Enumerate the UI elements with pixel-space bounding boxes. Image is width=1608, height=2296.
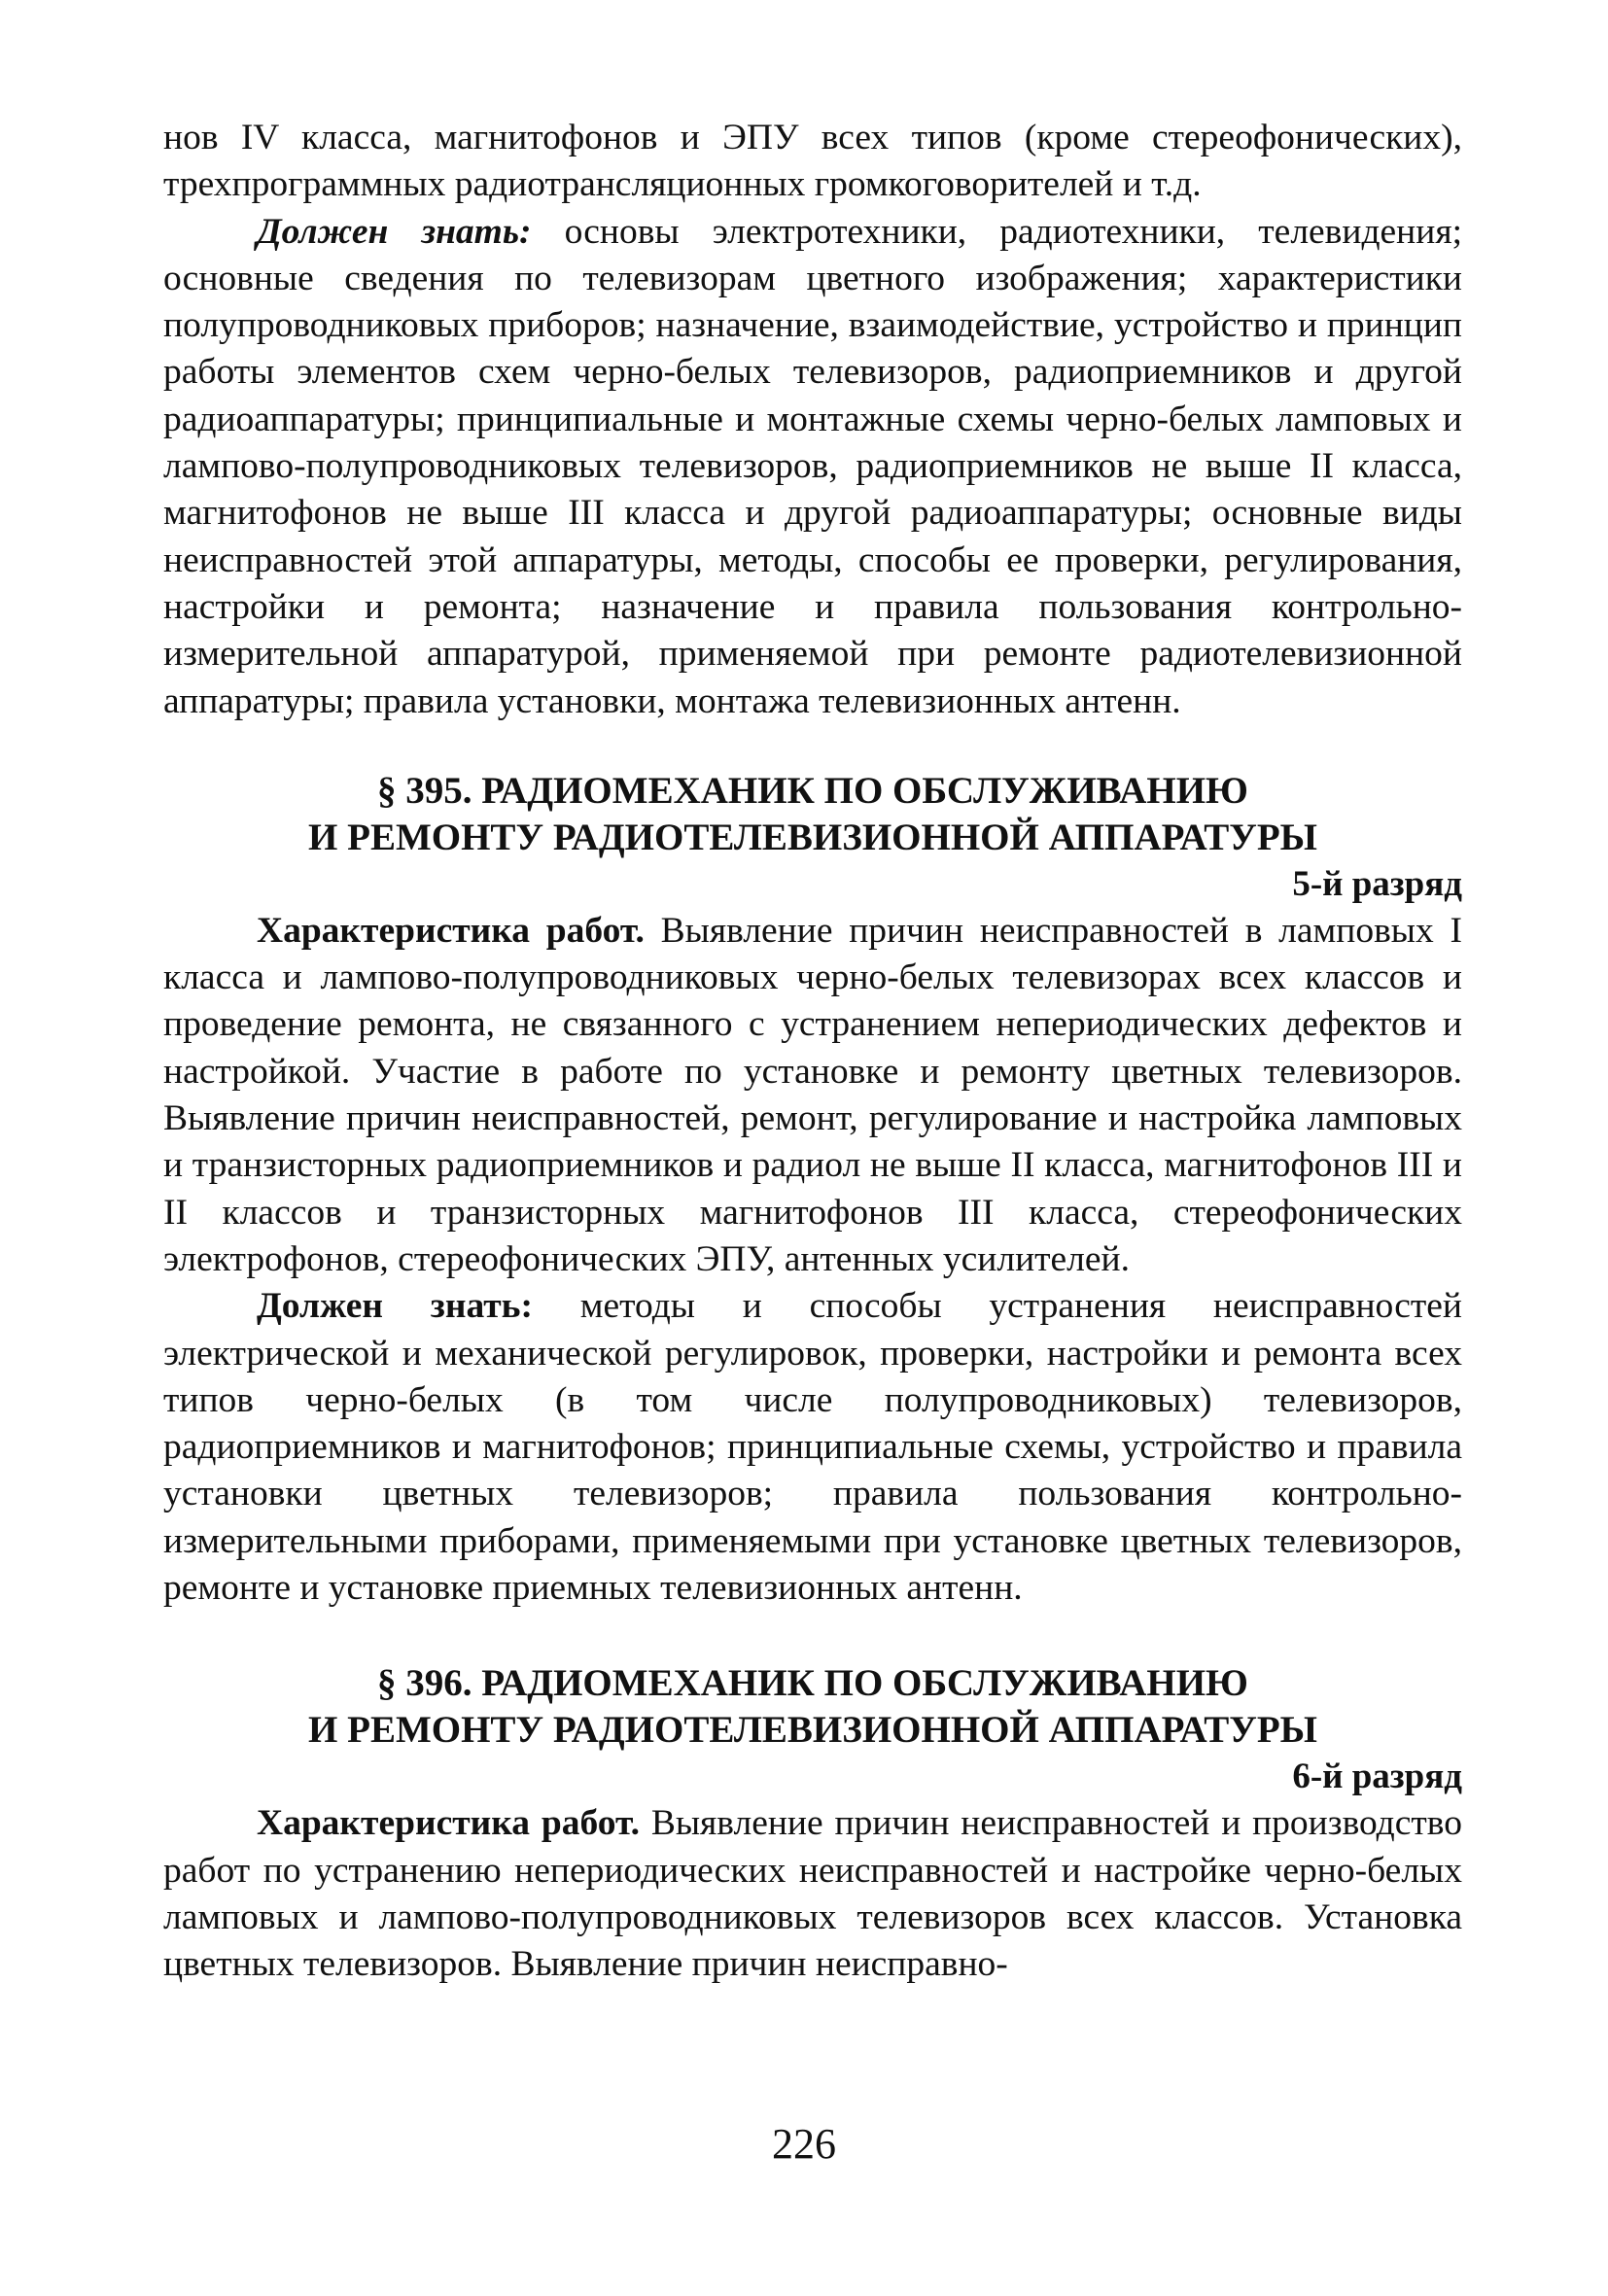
spacer	[163, 1612, 1462, 1660]
knowledge-label: Должен знать:	[257, 211, 532, 252]
work-text: Выявление причин неисправностей и производство работ по устранению непериодических неисправностей и настройке черно-белых ламповых и лампово-полупроводниковых телевизоров всех классов. Установка цветных телевизоров. Выявление причин неисправно-	[163, 1803, 1462, 1985]
knowledge-label: Должен знать:	[257, 1286, 533, 1327]
section-396-title-line1: § 396. РАДИОМЕХАНИК ПО ОБСЛУЖИВАНИЮ	[377, 1662, 1248, 1705]
section-395-knowledge-paragraph	[163, 1283, 1462, 1612]
section-395-work-paragraph	[163, 908, 1462, 1283]
page-body	[163, 115, 1462, 1989]
intro-continuation-paragraph: нов IV класса, магнитофонов и ЭПУ всех типов (кроме стереофонических), трехпрограммных радиотрансляционных громкоговорителей и т.д.	[163, 118, 1462, 205]
section-395-grade: 5-й разряд	[1292, 863, 1462, 904]
work-label: Характеристика работ.	[257, 910, 645, 951]
section-396-grade: 6-й разряд	[1292, 1757, 1462, 1797]
section-395-title-line2: И РЕМОНТУ РАДИОТЕЛЕВИЗИОННОЙ АППАРАТУРЫ	[308, 816, 1317, 858]
page-number: 226	[772, 2120, 836, 2168]
knowledge-text: методы и способы устранения неисправностей электрической и механической регулировок, проверки, настройки и ремонта всех типов черно-белых (в том числе полупроводниковых) телевизоров, радиоприемников и магнитофонов; принципиальные схемы, устройство и правила установки цветных телевизоров; правила пользования контрольно-измерительными приборами, применяемыми при установке цветных телевизоров, ремонте и установке приемных телевизионных антенн.	[163, 1286, 1462, 1609]
section-396-title-line2: И РЕМОНТУ РАДИОТЕЛЕВИЗИОННОЙ АППАРАТУРЫ	[308, 1709, 1317, 1752]
section-395-title-line1: § 395. РАДИОМЕХАНИК ПО ОБСЛУЖИВАНИЮ	[377, 769, 1248, 812]
knowledge-text: основы электротехники, радиотехники, телевидения; основные сведения по телевизорам цветного изображения; характеристики полупроводниковых приборов; назначение, взаимодействие, устройство и принцип работы элементов схем черно-белых телевизоров, радиоприемников и другой радиоаппаратуры; принципиальные и монтажные схемы черно-белых ламповых и лампово-полупроводниковых телевизоров, радиоприемников не выше II класса, магнитофонов не выше III класса и другой радиоаппаратуры; основные виды неисправностей этой аппаратуры, методы, способы ее проверки, регулирования, настройки и ремонта; назначение и правила пользования контрольно-измерительной аппаратурой, применяемой при ремонте радиотелевизионной аппаратуры; правила установки, монтажа телевизионных антенн.	[163, 211, 1462, 721]
work-label: Характеристика работ.	[257, 1803, 640, 1844]
intro-knowledge-paragraph	[163, 209, 1462, 725]
section-396-work-paragraph	[163, 1800, 1462, 1988]
spacer	[163, 725, 1462, 768]
work-text: Выявление причин неисправностей в ламповых I класса и лампово-полупроводниковых черно-белых телевизорах всех классов и проведение ремонта, не связанного с устранением непериодических дефектов и настройкой. Участие в работе по установке и ремонту цветных телевизоров. Выявление причин неисправностей, ремонт, регулирование и настройка ламповых и транзисторных радиоприемников и радиол не выше II класса, магнитофонов III и II классов и транзисторных магнитофонов III класса, стереофонических электрофонов, стереофонических ЭПУ, антенных усилителей.	[163, 910, 1462, 1279]
